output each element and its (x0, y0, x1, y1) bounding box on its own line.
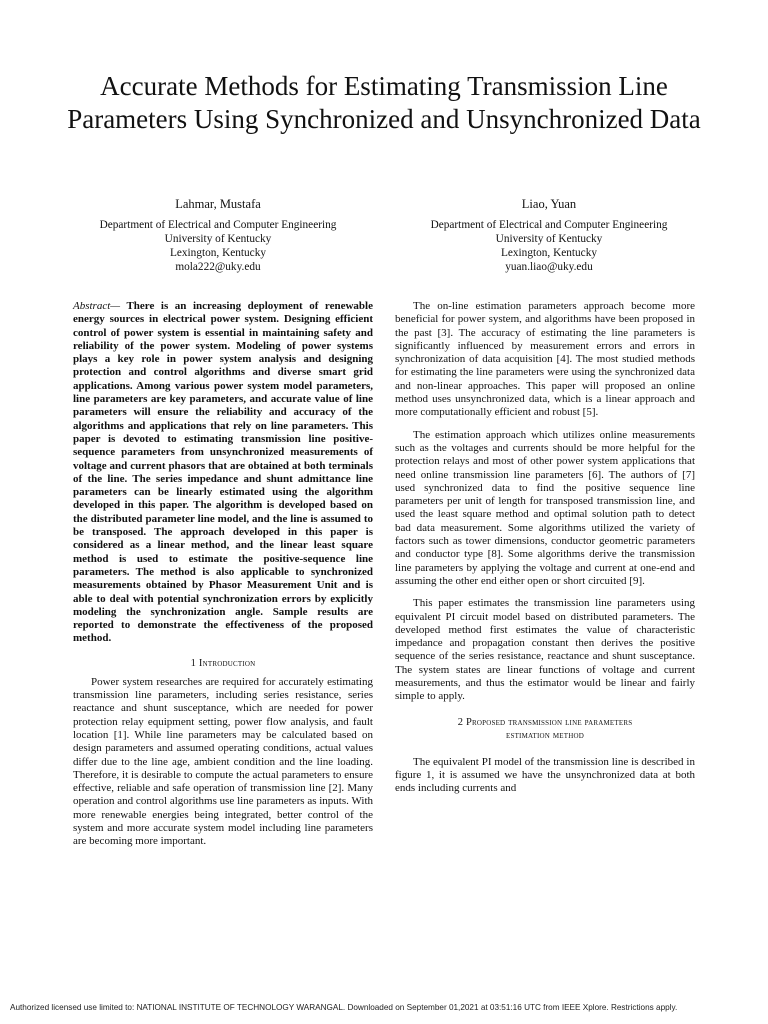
ieee-license-footer: Authorized licensed use limited to: NATIONAL INSTITUTE OF TECHNOLOGY WARANGAL. Downloaded on September 01,2021 at 03:51:16 UTC from IEEE Xplore. Restrictions apply. (10, 1003, 678, 1012)
author-name: Liao, Yuan (521, 197, 577, 211)
paragraph: The equivalent PI model of the transmission line is described in figure 1, it is assumed we have the unsynchronized data at both ends including currents and (395, 755, 695, 795)
abstract (73, 300, 373, 646)
author-email: yuan.liao@uky.edu (505, 261, 593, 273)
author-university: University of Kentucky (495, 233, 603, 245)
paragraph: The estimation approach which utilizes online measurements such as the voltages and currents should be more helpful for the protection relays and most of other power system applications that need online transmission line parameters [6]. The authors of [7] used synchronized data to find the positive sequence line parameters per unit of length for transposed transmission line, and used the least square method and optimal solution path to detect bad data measurement. Some algorithms utilized the variety of factors such as tower dimensions, conductor geometric parameters and conductor type [8]. Some algorithms derive the transmission line parameters by applying the voltage and current at one-end and assuming the other end either open or short circuited [9]. (395, 428, 695, 587)
author-department: Department of Electrical and Computer Engineering (430, 219, 668, 231)
author-block-2 (384, 196, 714, 274)
paper-title: Accurate Methods for Estimating Transmission Line Parameters Using Synchronized and Unsynchronized Data (67, 71, 701, 134)
author-department: Department of Electrical and Computer Engineering (99, 219, 337, 231)
paragraph: The on-line estimation parameters approach become more beneficial for power system, and algorithms have been proposed in the past [3]. The accuracy of estimating the line parameters is significantly influenced by measurement errors and errors in synchronization of data acquisition [4]. The most studied methods for estimating the line parameters were using the synchronized data and non-linear approaches. This paper will proposed an online method uses unsynchronized data, which is a linear approach and more computationally efficient and robust [5]. (395, 300, 695, 419)
paragraph: Power system researches are required for accurately estimating transmission line parameters, including series resistance, series reactance and shunt susceptance, which are needed for power protection relay equipment setting, power flow analysis, and fault location [1]. While line parameters may be calculated based on design parameters and assumed operating conditions, actual values differ due to the line age, ambient condition and the line loading. Therefore, it is desirable to compute the actual parameters to ensure effective, reliable and safe operation of transmission line [2]. Many operation and control algorithms use line parameters as inputs. With more renewable energies being integrated, better control of the system and more accurate system model including line parameters are becoming more important. (73, 675, 373, 848)
section-heading-introduction: 1 Introduction (190, 657, 256, 669)
author-location: Lexington, Kentucky (500, 247, 597, 259)
author-block-1 (53, 196, 383, 274)
section-heading-proposed-method (395, 716, 695, 742)
abstract-text: There is an increasing deployment of renewable energy sources in electrical power system. Designing efficient control of power system is essential in maintaining safety and reliability of the power system. Modeling of power systems plays a key role in power system analysis and designing protection and control algorithms and diverse smart grid applications. Among various power system model parameters, line parameters are key parameters, and accurate value of line parameters will ensure the reliability and accuracy of the algorithms and applications that rely on line parameters. This paper is devoted to estimating transmission line positive-sequence parameters from unsynchronized measurements of voltage and current phasors that are obtained at both terminals of the line. The series impedance and shunt admittance line parameters can be linearly estimated using the algorithm developed in this paper. The algorithm is developed based on the distributed parameter line model, and the line is assumed to be transposed. The approach developed in this paper is considered as a linear method, and the linear least square method is used to estimate the positive-sequence line parameters. The method is also applicable to synchronized measurements obtained by Phasor Measurement Unit and is able to deal with potential synchronization errors by explicitly modeling the synchronization angle. Sample results are reported to demonstrate the effectiveness of the proposed method. (73, 300, 373, 645)
heading-line: estimation method (506, 729, 584, 741)
author-location: Lexington, Kentucky (169, 247, 266, 259)
left-column (73, 300, 373, 858)
right-column (395, 300, 695, 805)
paragraph: This paper estimates the transmission line parameters using equivalent PI circuit model based on distributed parameters. The developed method first estimates the value of characteristic impedance and propagation constant then derives the positive sequence of the series resistance, reactance and shunt susceptance. The system states are linear functions of voltage and current measurements, and thus the estimator would be linear and fairly simple to apply. (395, 597, 695, 703)
abstract-label: Abstract— (73, 300, 121, 312)
author-name: Lahmar, Mustafa (175, 197, 261, 211)
heading-line: 2 Proposed transmission line parameters (457, 716, 633, 728)
author-email: mola222@uky.edu (175, 261, 261, 273)
author-university: University of Kentucky (164, 233, 272, 245)
